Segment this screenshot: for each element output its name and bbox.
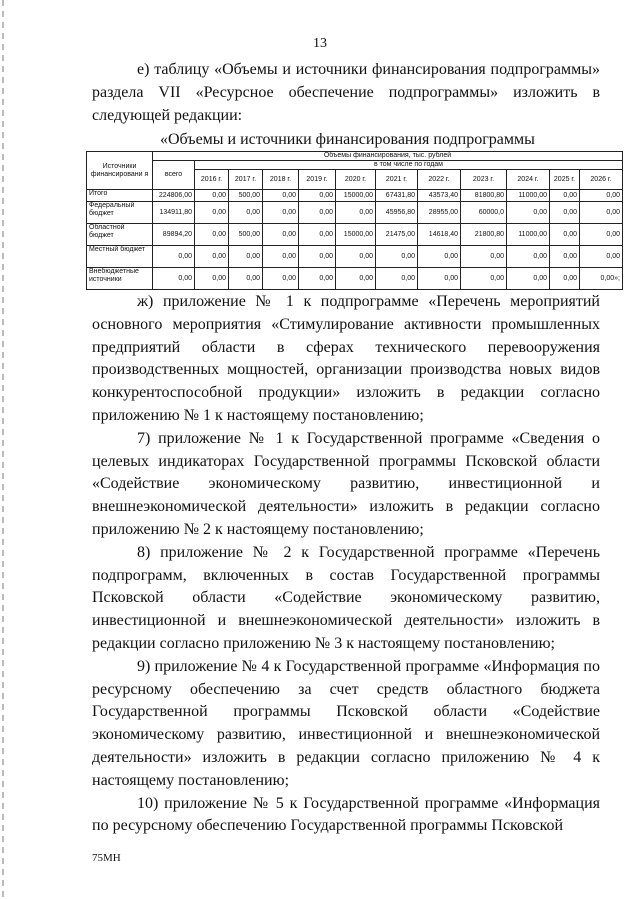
table-cell: 0,00 xyxy=(299,224,336,246)
table-cell: 0,00 xyxy=(299,202,336,224)
table-cell: 14618,40 xyxy=(418,224,461,246)
table-row xyxy=(87,246,623,268)
body-paragraph: 8) приложение № 2 к Государственной программе «Перечень подпрограмм, включенных в состав Государственной программы Псковской области «Содействие экономическому развитию, инвестиционной и внешнеэкономической деятельности» изложить в редакции согласно приложению № 3 к настоящему постановлению; xyxy=(92,543,600,652)
table-cell: 0,00»; xyxy=(580,268,623,290)
table-cell: 15000,00 xyxy=(336,190,376,202)
table-cell: 0,00 xyxy=(263,224,299,246)
row-label: Федеральный бюджет xyxy=(87,202,153,224)
table-row xyxy=(87,224,623,246)
financing-table xyxy=(86,151,623,290)
table-cell: 60000,0 xyxy=(461,202,507,224)
table-cell: 0,00 xyxy=(195,224,229,246)
table-cell: 500,00 xyxy=(229,190,263,202)
table-cell: 0,00 xyxy=(195,268,229,290)
table-cell: 0,00 xyxy=(418,268,461,290)
table-row xyxy=(87,268,623,290)
table-cell: 11000,00 xyxy=(507,190,550,202)
table-cell: 224806,00 xyxy=(153,190,195,202)
table-cell: 0,00 xyxy=(153,268,195,290)
table-cell: 11000,00 xyxy=(507,224,550,246)
table-cell: 0,00 xyxy=(195,190,229,202)
row-label: Областной бюджет xyxy=(87,224,153,246)
table-cell: 43573,40 xyxy=(418,190,461,202)
year-header: 2021 г. xyxy=(376,170,418,190)
body-paragraph: 9) приложение № 4 к Государственной программе «Информация по ресурсному обеспечению за счет средств областного бюджета Государственной программы Псковской области «Содействие экономическому развитию, инвестиционной и внешнеэкономической деятельности» изложить в редакции согласно приложению № 4 к настоящему постановлению; xyxy=(92,657,600,789)
page-number: 13 xyxy=(313,36,327,51)
body-paragraph: 7) приложение № 1 к Государственной программе «Сведения о целевых индикаторах Государственной программы Псковской области «Содействие экономическому развитию, инвестиционной и внешнеэкономической деятельности» изложить в редакции согласно приложению № 2 к настоящему постановлению; xyxy=(92,429,600,538)
table-cell: 0,00 xyxy=(580,246,623,268)
table-cell: 0,00 xyxy=(507,202,550,224)
table-cell: 0,00 xyxy=(263,246,299,268)
header-source: Источники финансировани я xyxy=(87,152,153,190)
table-cell: 0,00 xyxy=(376,268,418,290)
table-cell: 0,00 xyxy=(550,224,580,246)
table-cell: 0,00 xyxy=(550,246,580,268)
table-cell: 0,00 xyxy=(336,246,376,268)
table-cell: 0,00 xyxy=(507,246,550,268)
intro-paragraph: е) таблицу «Объемы и источники финансирования подпрограммы» раздела VII «Ресурсное обеспечение подпрограммы» изложить в следующей редакции: xyxy=(92,61,600,124)
table-cell: 89894,20 xyxy=(153,224,195,246)
table-cell: 45956,80 xyxy=(376,202,418,224)
year-header: 2017 г. xyxy=(229,170,263,190)
table-cell: 0,00 xyxy=(153,246,195,268)
table-body xyxy=(87,190,623,290)
table-cell: 0,00 xyxy=(550,190,580,202)
table-cell: 0,00 xyxy=(580,224,623,246)
table-row xyxy=(87,202,623,224)
header-by-year: в том числе по годам xyxy=(195,161,623,170)
year-header: 2025 г. xyxy=(550,170,580,190)
table-cell: 0,00 xyxy=(580,190,623,202)
table-caption: «Объемы и источники финансирования подпрограммы xyxy=(160,131,535,148)
year-header: 2019 г. xyxy=(299,170,336,190)
table-cell: 0,00 xyxy=(580,202,623,224)
table-cell: 0,00 xyxy=(550,268,580,290)
table-cell: 21475,00 xyxy=(376,224,418,246)
row-label: Итого xyxy=(87,190,153,202)
table-cell: 0,00 xyxy=(299,268,336,290)
row-label: Внебюджетные источники xyxy=(87,268,153,290)
table-cell: 0,00 xyxy=(229,246,263,268)
table-cell: 0,00 xyxy=(229,202,263,224)
year-header: 2023 г. xyxy=(461,170,507,190)
table-cell: 0,00 xyxy=(195,202,229,224)
table-cell: 0,00 xyxy=(299,246,336,268)
table-cell: 0,00 xyxy=(461,268,507,290)
table-cell: 0,00 xyxy=(263,190,299,202)
table-cell: 0,00 xyxy=(195,246,229,268)
year-header: 2016 г. xyxy=(195,170,229,190)
header-total: всего xyxy=(153,161,195,190)
footer-code: 75МН xyxy=(92,852,121,864)
body-paragraph: ж) приложение № 1 к подпрограмме «Перечень мероприятий основного мероприятия «Стимулирование активности промышленных предприятий области в сферах технического перевооружения производственных мощностей, организации производства новых видов конкурентоспособной продукции» изложить в редакции согласно приложению № 1 к настоящему постановлению; xyxy=(92,293,600,424)
table-cell: 0,00 xyxy=(376,246,418,268)
table-cell: 28955,00 xyxy=(418,202,461,224)
table-cell: 0,00 xyxy=(336,268,376,290)
table-row xyxy=(87,190,623,202)
table-cell: 0,00 xyxy=(299,190,336,202)
body-paragraph: 10) приложение № 5 к Государственной программе «Информация по ресурсному обеспечению Государственной программы Псковской xyxy=(92,794,600,835)
paragraphs-block xyxy=(92,291,600,838)
header-volume: Объемы финансирования, тыс. рублей xyxy=(153,152,623,161)
table-cell: 0,00 xyxy=(418,246,461,268)
table-cell: 0,00 xyxy=(229,268,263,290)
table-cell: 81800,80 xyxy=(461,190,507,202)
table-cell: 15000,00 xyxy=(336,224,376,246)
table-cell: 0,00 xyxy=(263,268,299,290)
year-header: 2024 г. xyxy=(507,170,550,190)
intro-block xyxy=(92,59,600,127)
table-cell: 134911,80 xyxy=(153,202,195,224)
year-header: 2026 г. xyxy=(580,170,623,190)
table-cell: 0,00 xyxy=(461,246,507,268)
table-cell: 0,00 xyxy=(550,202,580,224)
year-header: 2020 г. xyxy=(336,170,376,190)
table-cell: 67431,80 xyxy=(376,190,418,202)
year-header: 2018 г. xyxy=(263,170,299,190)
table-cell: 0,00 xyxy=(263,202,299,224)
table-cell: 0,00 xyxy=(336,202,376,224)
year-header: 2022 г. xyxy=(418,170,461,190)
table-cell: 0,00 xyxy=(507,268,550,290)
row-label: Местный бюджет xyxy=(87,246,153,268)
table-cell: 500,00 xyxy=(229,224,263,246)
scan-edge xyxy=(2,0,4,899)
table-cell: 21800,80 xyxy=(461,224,507,246)
